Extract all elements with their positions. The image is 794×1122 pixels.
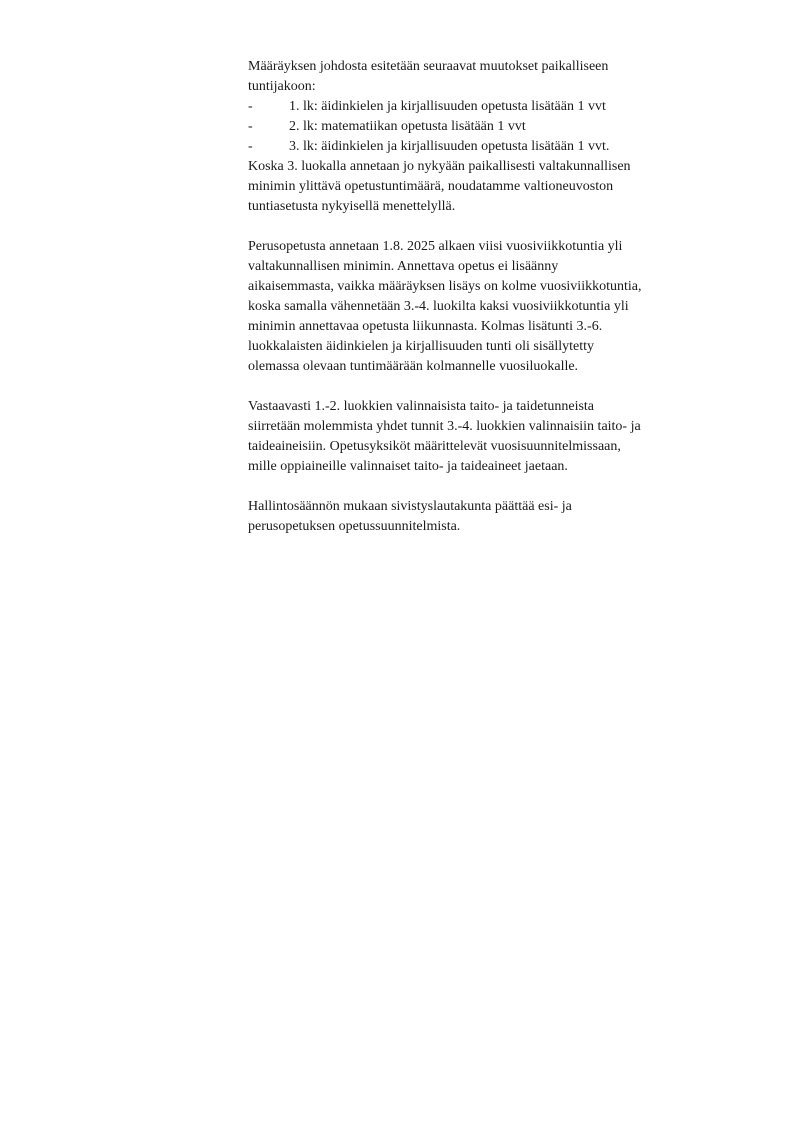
text-line: tuntijakoon: [248,79,316,94]
list-marker: - [248,119,253,134]
list-item [248,137,748,157]
list-item-text: 3. lk: äidinkielen ja kirjallisuuden opetusta lisätään 1 vvt. [289,139,610,154]
list-marker: - [248,139,253,154]
text-line: aikaisemmasta, vaikka määräyksen lisäys on kolme vuosiviikkotuntia, [248,279,642,294]
paragraph-basic-education [248,237,748,377]
list-item-text: 2. lk: matematiikan opetusta lisätään 1 vvt [289,119,526,134]
text-line: minimin annettavaa opetusta liikunnasta. Kolmas lisätunti 3.-6. [248,319,603,334]
text-line: luokkalaisten äidinkielen ja kirjallisuuden tunti oli sisällytetty [248,339,595,354]
document-body [248,57,748,537]
text-line: Vastaavasti 1.-2. luokkien valinnaisista taito- ja taidetunneista [248,399,595,414]
list-item [248,117,748,137]
text-line: koska samalla vähennetään 3.-4. luokilta kaksi vuosiviikkotuntia yli [248,299,629,314]
note-paragraph [248,157,748,217]
text-line: taideaineisiin. Opetusyksiköt määrittelevät vuosisuunnitelmissaan, [248,439,621,454]
text-line: Määräyksen johdosta esitetään seuraavat muutokset paikalliseen [248,59,609,74]
text-line: olemassa olevaan tuntimäärään kolmannelle vuosiluokalle. [248,359,579,374]
intro-paragraph [248,57,748,97]
paragraph-electives [248,397,748,477]
text-line: minimin ylittävä opetustuntimäärä, noudatamme valtioneuvoston [248,179,614,194]
text-line: Perusopetusta annetaan 1.8. 2025 alkaen viisi vuosiviikkotuntia yli [248,239,623,254]
paragraph-administration [248,497,748,537]
list-marker: - [248,99,253,114]
list-item [248,97,748,117]
list-item-text: 1. lk: äidinkielen ja kirjallisuuden opetusta lisätään 1 vvt [289,99,606,114]
text-line: siirretään molemmista yhdet tunnit 3.-4. luokkien valinnaisiin taito- ja [248,419,641,434]
changes-list [248,97,748,157]
text-line: perusopetuksen opetussuunnitelmista. [248,519,461,534]
text-line: Hallintosäännön mukaan sivistyslautakunta päättää esi- ja [248,499,572,514]
text-line: mille oppiaineille valinnaiset taito- ja taideaineet jaetaan. [248,459,568,474]
text-line: valtakunnallisen minimin. Annettava opetus ei lisäänny [248,259,559,274]
paragraph-spacer [248,217,748,237]
text-line: Koska 3. luokalla annetaan jo nykyään paikallisesti valtakunnallisen [248,159,631,174]
paragraph-spacer [248,477,748,497]
paragraph-spacer [248,377,748,397]
text-line: tuntiasetusta nykyisellä menettelyllä. [248,199,456,214]
